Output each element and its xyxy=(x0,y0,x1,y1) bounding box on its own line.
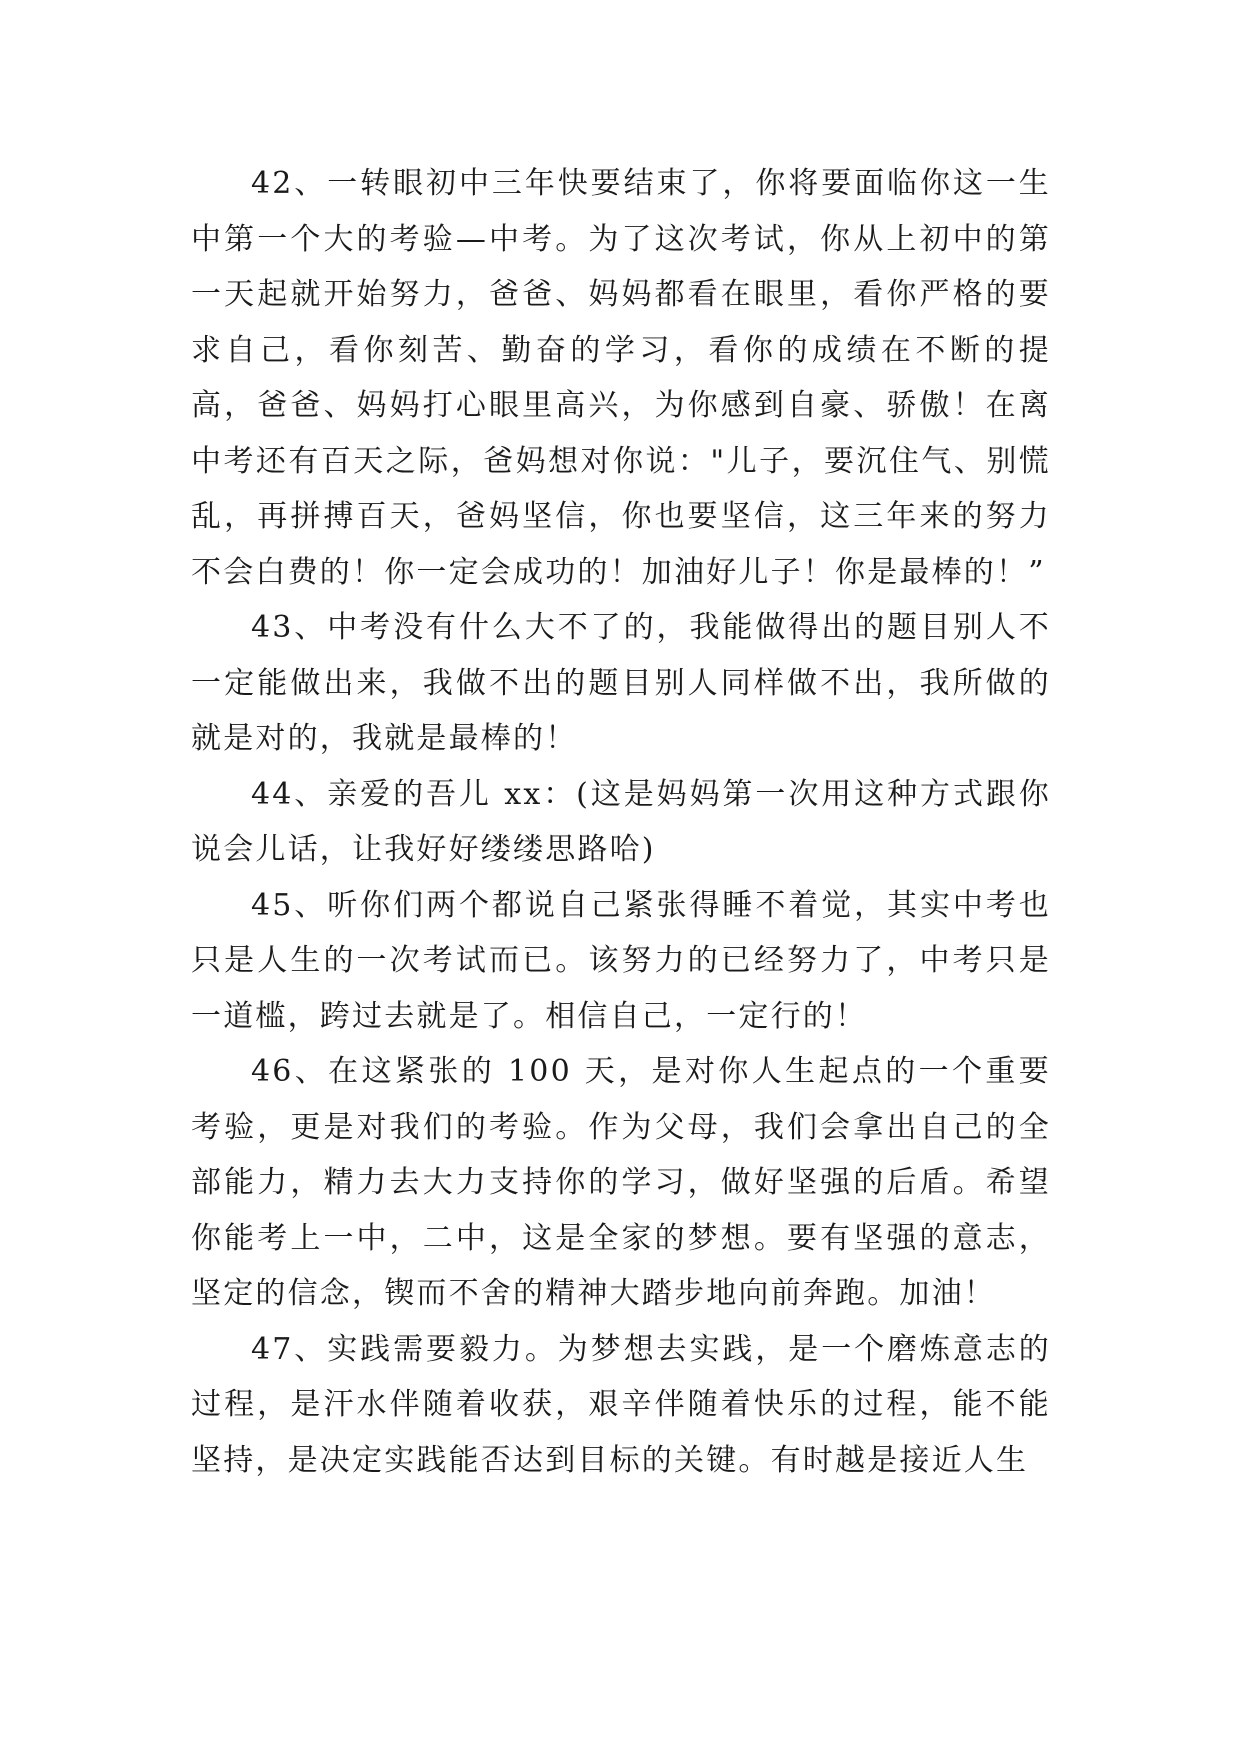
document-body xyxy=(191,156,1051,1488)
paragraph-46: 46、在这紧张的 100 天，是对你人生起点的一个重要考验，更是对我们的考验。作为父母，我们会拿出自己的全部能力，精力去大力支持你的学习，做好坚强的后盾。希望你能考上一中，二中，这是全家的梦想。要有坚强的意志，坚定的信念，锲而不舍的精神大踏步地向前奔跑。加油！ xyxy=(191,1054,1051,1311)
paragraph-44: 44、亲爱的吾儿 xx：(这是妈妈第一次用这种方式跟你说会儿话，让我好好缕缕思路哈) xyxy=(191,776,1051,867)
paragraph-47: 47、实践需要毅力。为梦想去实践，是一个磨炼意志的过程，是汗水伴随着收获，艰辛伴随着快乐的过程，能不能坚持，是决定实践能否达到目标的关键。有时越是接近人生 xyxy=(191,1331,1051,1478)
paragraph-43: 43、中考没有什么大不了的，我能做得出的题目别人不一定能做出来，我做不出的题目别人同样做不出，我所做的就是对的，我就是最棒的！ xyxy=(191,610,1051,756)
paragraph-42: 42、一转眼初中三年快要结束了，你将要面临你这一生中第一个大的考验—中考。为了这次考试，你从上初中的第一天起就开始努力，爸爸、妈妈都看在眼里，看你严格的要求自己，看你刻苦、勤奋的学习，看你的成绩在不断的提高，爸爸、妈妈打心眼里高兴，为你感到自豪、骄傲！在离中考还有百天之际，爸妈想对你说："儿子，要沉住气、别慌乱，再拼搏百天，爸妈坚信，你也要坚信，这三年来的努力不会白费的！你一定会成功的！加油好儿子！你是最棒的！” xyxy=(191,166,1051,590)
paragraph-45: 45、听你们两个都说自己紧张得睡不着觉，其实中考也只是人生的一次考试而已。该努力的已经努力了，中考只是一道槛，跨过去就是了。相信自己，一定行的！ xyxy=(191,887,1051,1034)
